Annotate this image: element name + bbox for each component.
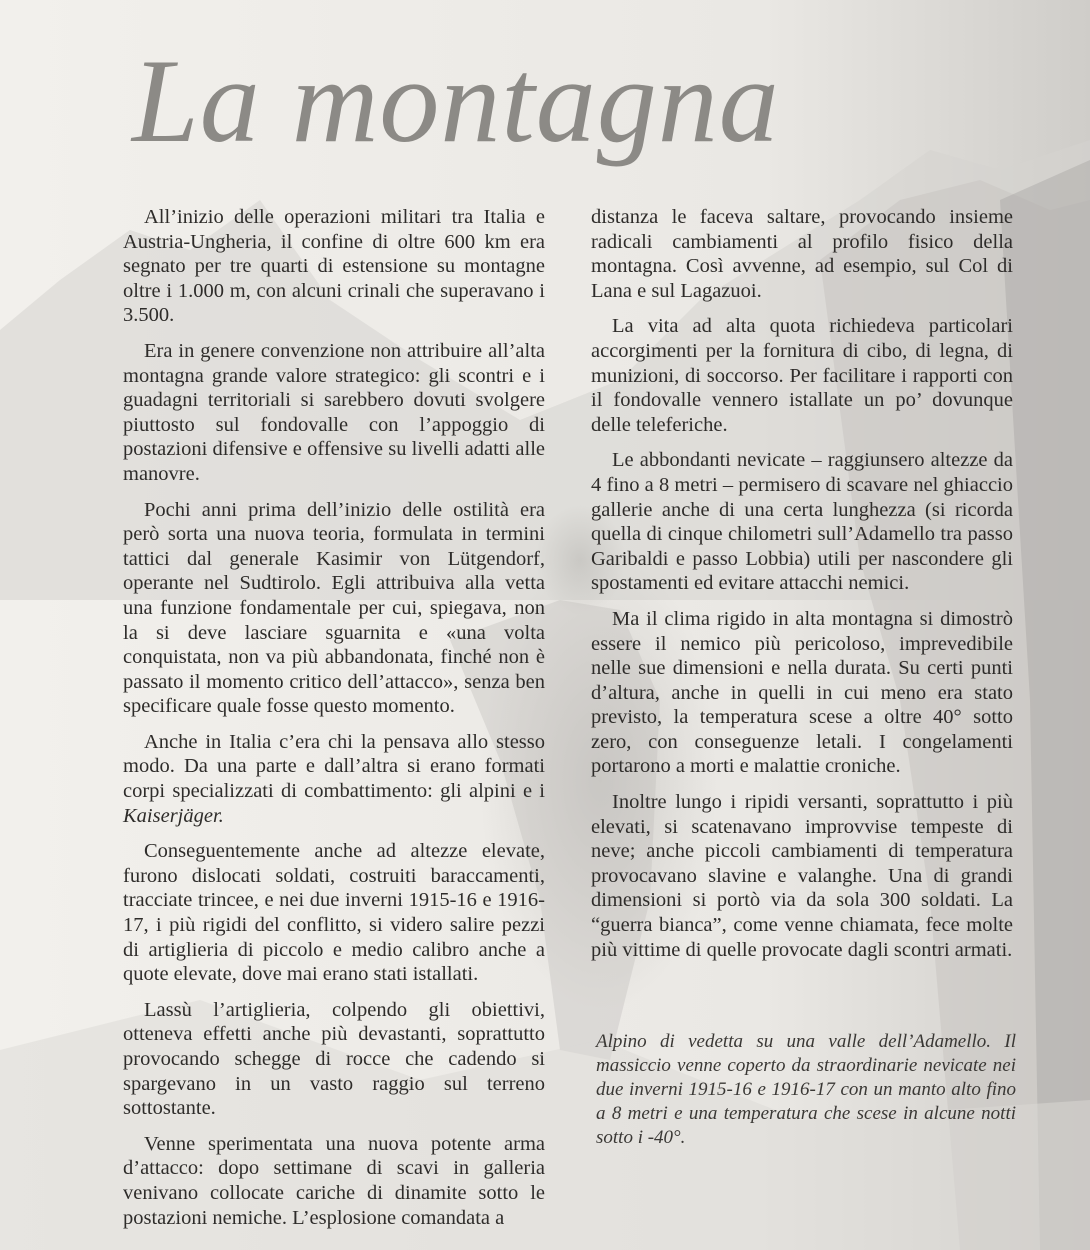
paragraph: La vita ad alta quota richiedeva particolari accorgimenti per la fornitura di cibo, di legna, di munizioni, di soccorso. Per facilitare i rapporti con il fondovalle vennero istallate un po’ dovunque delle teleferiche. (591, 315, 1013, 436)
paragraph (123, 730, 545, 828)
paragraph: Venne sperimentata una nuova potente arma d’attacco: dopo settimane di scavi in galleria venivano collocate cariche di dinamite sotto le postazioni nemiche. L’esplosione comandata a (123, 1132, 545, 1229)
paragraph: Ma il clima rigido in alta montagna si dimostrò essere il nemico più pericoloso, imprevedibile nelle sue dimensioni e nella durata. Su certi punti d’altura, anche in quelli in cui meno era stato previsto, la temperatura scese a oltre 40° sotto zero, con conseguenze letali. I congelamenti portarono a morti e malattie croniche. (591, 607, 1013, 778)
paragraph: Pochi anni prima dell’inizio delle ostilità era però sorta una nuova teoria, formulata in termini tattici dal generale Kasimir von Lütgendorf, operante nel Sudtirolo. Egli attribuiva alla vetta una funzione fondamentale per cui, spiegava, non la si deve lasciare sguarnita e «una volta conquistata, non va più abbandonata, finché non è passato il momento critico dell’attacco», senza ben specificare quale fosse questo momento. (123, 498, 545, 718)
left-column (123, 205, 545, 1241)
paragraph: Era in genere convenzione non attribuire all’alta montagna grande valore strategico: gli scontri e i guadagni territoriali si sarebbero dovuti svolgere piuttosto sul fondovalle con l’appoggio di postazioni difensive e offensive su livelli adatti alle manovre. (123, 339, 545, 485)
paragraph-text: Anche in Italia c’era chi la pensava allo stesso modo. Da una parte e dall’altra si erano formati corpi specializzati di combattimento: gli alpini e i (123, 730, 545, 803)
paragraph: Inoltre lungo i ripidi versanti, soprattutto i più elevati, si scatenavano improvvise tempeste di neve; anche piccoli cambiamenti di temperatura provocavano slavine e valanghe. Una di grandi dimensioni si portò via da sola 300 soldati. La “guerra bianca”, come venne chiamata, fece molte più vittime di quelle provocate dagli scontri armati. (591, 791, 1013, 961)
paragraph-continued: distanza le faceva saltare, provocando insieme radicali cambiamenti al profilo fisico della montagna. Così avvenne, ad esempio, sul Col di Lana e sul Lagazuoi. (591, 206, 1013, 302)
paragraph: All’inizio delle operazioni militari tra Italia e Austria-Ungheria, il confine di oltre 600 km era segnato per tre quarti di estensione su montagne oltre i 1.000 m, con alcuni crinali che superavano i 3.500. (123, 206, 545, 327)
italic-term: Kaiserjäger. (123, 804, 224, 827)
page-title: La montagna (132, 34, 780, 167)
paragraph: Conseguentemente anche ad altezze elevate, furono dislocati soldati, costruiti baraccamenti, tracciate trincee, e nei due inverni 1915-16 e 1916-17, i più rigidi del conflitto, si videro salire pezzi di artiglieria di piccolo e medio calibro anche a quote elevate, dove mai erano stati istallati. (123, 840, 545, 986)
right-column (591, 205, 1013, 973)
photo-caption: Alpino di vedetta su una valle dell’Adamello. Il massiccio venne coperto da straordinarie nevicate nei due inverni 1915-16 e 1916-17 con un manto alto fino a 8 metri e una temperatura che scese in alcune notti sotto i -40°. (596, 1031, 1016, 1148)
paragraph: Lassù l’artiglieria, colpendo gli obiettivi, otteneva effetti anche più devastanti, soprattutto provocando schegge di rocce che cadendo si spargevano in un vasto raggio sul terreno sottostante. (123, 998, 545, 1120)
paragraph: Le abbondanti nevicate – raggiunsero altezze da 4 fino a 8 metri – permisero di scavare nel ghiaccio gallerie anche di una certa lunghezza (si ricorda quella di cinque chilometri sull’Adamello tra passo Garibaldi e passo Lobbia) utili per nascondere gli spostamenti ed evitare attacchi nemici. (591, 449, 1013, 595)
